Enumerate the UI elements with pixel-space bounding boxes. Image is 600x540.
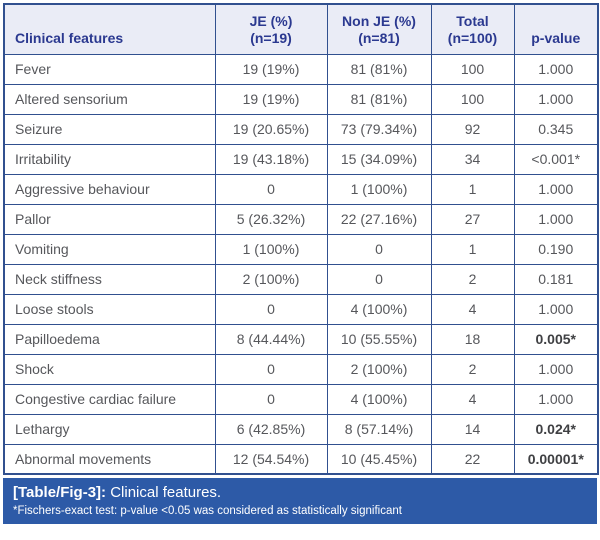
nonje-cell: 0 [327,264,431,294]
total-cell: 1 [431,234,514,264]
caption-line [13,483,587,502]
nonje-cell: 10 (55.55%) [327,324,431,354]
feature-cell: Fever [4,54,215,84]
total-cell: 4 [431,294,514,324]
je-cell: 0 [215,354,327,384]
pvalue-cell: 0.024* [514,414,598,444]
feature-cell: Vomiting [4,234,215,264]
footnote: *Fischers-exact test: p-value <0.05 was considered as statistically significant [13,505,402,517]
total-cell: 2 [431,264,514,294]
pvalue-cell: 1.000 [514,204,598,234]
je-cell: 19 (19%) [215,84,327,114]
nonje-cell: 8 (57.14%) [327,414,431,444]
header-row [4,4,598,54]
table-row [4,174,598,204]
je-cell: 19 (19%) [215,54,327,84]
nonje-cell: 4 (100%) [327,384,431,414]
total-cell: 92 [431,114,514,144]
feature-cell: Neck stiffness [4,264,215,294]
pvalue-cell: 1.000 [514,54,598,84]
je-cell: 12 (54.54%) [215,444,327,474]
feature-cell: Abnormal movements [4,444,215,474]
je-cell: 0 [215,384,327,414]
feature-cell: Altered sensorium [4,84,215,114]
nonje-cell: 73 (79.34%) [327,114,431,144]
pvalue-cell: 0.00001* [514,444,598,474]
table-row [4,444,598,474]
table-row [4,384,598,414]
je-cell: 1 (100%) [215,234,327,264]
nonje-cell: 4 (100%) [327,294,431,324]
nonje-cell: 0 [327,234,431,264]
nonje-cell: 10 (45.45%) [327,444,431,474]
table-row [4,264,598,294]
je-cell: 0 [215,174,327,204]
total-cell: 22 [431,444,514,474]
table-body [4,54,598,474]
table-fig-label: [Table/Fig-3]: [13,484,107,501]
table-row [4,414,598,444]
feature-cell: Congestive cardiac failure [4,384,215,414]
nonje-cell: 1 (100%) [327,174,431,204]
total-cell: 1 [431,174,514,204]
table-row [4,144,598,174]
table-row [4,354,598,384]
nonje-cell: 81 (81%) [327,84,431,114]
nonje-cell: 81 (81%) [327,54,431,84]
je-cell: 6 (42.85%) [215,414,327,444]
pvalue-cell: 1.000 [514,174,598,204]
je-cell: 19 (43.18%) [215,144,327,174]
total-cell: 4 [431,384,514,414]
table-row [4,324,598,354]
feature-cell: Aggressive behaviour [4,174,215,204]
pvalue-cell: 0.190 [514,234,598,264]
total-cell: 34 [431,144,514,174]
table-row [4,114,598,144]
table-row [4,234,598,264]
feature-cell: Lethargy [4,414,215,444]
pvalue-cell: 0.181 [514,264,598,294]
je-cell: 19 (20.65%) [215,114,327,144]
nonje-cell: 15 (34.09%) [327,144,431,174]
clinical-features-table [3,3,599,475]
pvalue-cell: 0.345 [514,114,598,144]
feature-cell: Pallor [4,204,215,234]
column-header-p-value: p-value [514,4,598,54]
pvalue-cell: 1.000 [514,294,598,324]
pvalue-cell: 1.000 [514,84,598,114]
je-cell: 8 (44.44%) [215,324,327,354]
table-row [4,84,598,114]
total-cell: 100 [431,54,514,84]
table-row [4,294,598,324]
total-cell: 18 [431,324,514,354]
feature-cell: Shock [4,354,215,384]
total-cell: 27 [431,204,514,234]
column-header-total: Total (n=100) [431,4,514,54]
feature-cell: Loose stools [4,294,215,324]
table-caption-bar [3,478,597,524]
feature-cell: Irritability [4,144,215,174]
column-header-je: JE (%) (n=19) [215,4,327,54]
total-cell: 14 [431,414,514,444]
table-caption: Clinical features. [110,484,222,501]
pvalue-cell: <0.001* [514,144,598,174]
pvalue-cell: 1.000 [514,384,598,414]
total-cell: 2 [431,354,514,384]
je-cell: 0 [215,294,327,324]
je-cell: 2 (100%) [215,264,327,294]
nonje-cell: 22 (27.16%) [327,204,431,234]
total-cell: 100 [431,84,514,114]
pvalue-cell: 0.005* [514,324,598,354]
column-header-clinical-features: Clinical features [4,4,215,54]
pvalue-cell: 1.000 [514,354,598,384]
feature-cell: Seizure [4,114,215,144]
table-row [4,204,598,234]
column-header-non-je: Non JE (%) (n=81) [327,4,431,54]
nonje-cell: 2 (100%) [327,354,431,384]
table-row [4,54,598,84]
je-cell: 5 (26.32%) [215,204,327,234]
feature-cell: Papilloedema [4,324,215,354]
